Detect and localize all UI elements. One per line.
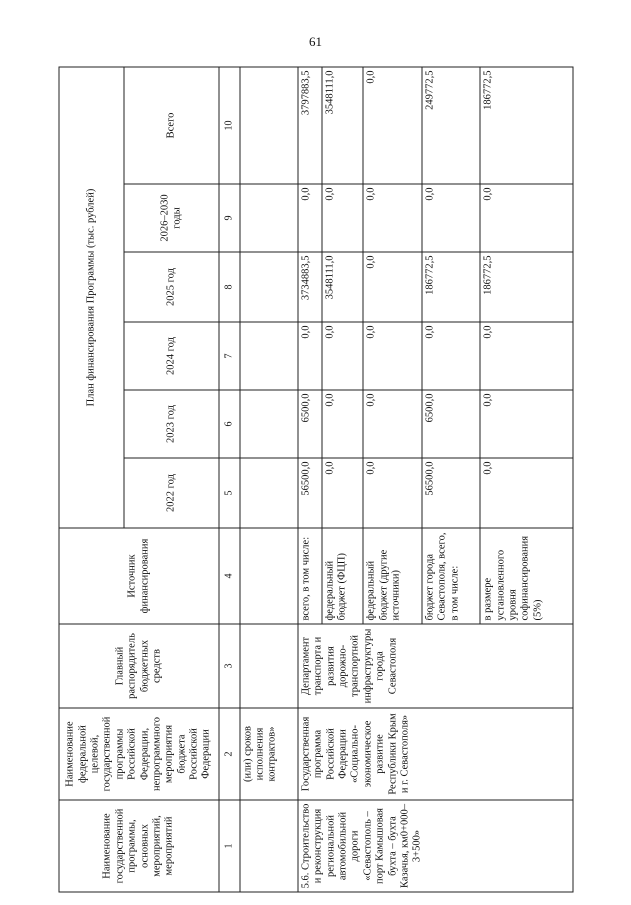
- value-2023: 0,0: [363, 390, 421, 458]
- value-2022: 0,0: [363, 458, 421, 528]
- value-2024: 0,0: [298, 322, 322, 390]
- continuation-empty-1: [240, 800, 298, 892]
- col-number-1: 1: [219, 800, 240, 892]
- col-number-9: 9: [219, 184, 240, 252]
- value-2022: 0,0: [480, 458, 573, 528]
- source-label: федеральный бюджет (другие источники): [363, 528, 421, 624]
- value-2023: 0,0: [322, 390, 363, 458]
- value-2025: 3548111,0: [322, 252, 363, 322]
- value-2026-2030: 0,0: [422, 184, 480, 252]
- value-2022: 56500,0: [298, 458, 322, 528]
- source-label: федеральный бюджет (ФЦП): [322, 528, 363, 624]
- value-total: 249772,5: [422, 67, 480, 184]
- value-2024: 0,0: [363, 322, 421, 390]
- value-2023: 6500,0: [298, 390, 322, 458]
- budget-administrator: Департамент транспорта и развития дорожно-транспортной инфраструктуры города Севастополя: [298, 624, 573, 708]
- source-label: всего, в том числе:: [298, 528, 322, 624]
- header-year-2025: 2025 год: [124, 252, 219, 322]
- continuation-row: [240, 67, 298, 892]
- value-2024: 0,0: [322, 322, 363, 390]
- source-label: в размере установленного уровня софинансирования (5%): [480, 528, 573, 624]
- value-total: 0,0: [363, 67, 421, 184]
- header-year-2024: 2024 год: [124, 322, 219, 390]
- value-2024: 0,0: [422, 322, 480, 390]
- value-2025: 0,0: [363, 252, 421, 322]
- continuation-empty-3: [240, 624, 298, 708]
- header-total: Всего: [124, 67, 219, 184]
- value-2024: 0,0: [480, 322, 573, 390]
- program-name: Государственная программа Российской Федерации «Социально-экономическое развитие Республики Крым и г. Севастополя»: [298, 708, 573, 800]
- continuation-empty-10: [240, 67, 298, 184]
- value-2026-2030: 0,0: [322, 184, 363, 252]
- financing-table: [59, 66, 574, 892]
- continuation-empty-4: [240, 528, 298, 624]
- value-2022: 56500,0: [422, 458, 480, 528]
- page-number: 61: [309, 34, 322, 49]
- continuation-empty-5: [240, 458, 298, 528]
- value-2025: 186772,5: [480, 252, 573, 322]
- col-number-6: 6: [219, 390, 240, 458]
- value-2022: 0,0: [322, 458, 363, 528]
- value-2023: 0,0: [480, 390, 573, 458]
- header-year-2022: 2022 год: [124, 458, 219, 528]
- value-total: 3797883,5: [298, 67, 322, 184]
- source-label: бюджет города Севастополя, всего, в том числе:: [422, 528, 480, 624]
- col-number-8: 8: [219, 252, 240, 322]
- col-number-2: 2: [219, 708, 240, 800]
- col-number-3: 3: [219, 624, 240, 708]
- continuation-empty-9: [240, 184, 298, 252]
- col-number-10: 10: [219, 67, 240, 184]
- col-number-4: 4: [219, 528, 240, 624]
- value-2026-2030: 0,0: [480, 184, 573, 252]
- header-col4: Источник финансирования: [59, 528, 219, 624]
- value-total: 3548111,0: [322, 67, 363, 184]
- value-2025: 3734883,5: [298, 252, 322, 322]
- header-col2: Наименование федеральной целевой, государственной программы Российской Федерации, непрограммного мероприятия бюджета Российской Федерации: [59, 708, 219, 800]
- value-2023: 6500,0: [422, 390, 480, 458]
- header-year-2023: 2023 год: [124, 390, 219, 458]
- col-number-5: 5: [219, 458, 240, 528]
- rotated-table-sheet: [59, 68, 574, 893]
- event-name: 5.6. Строительство и реконструкция региональной автомобильной дороги «Севастополь – порт Камышовая бухта – бухта Казачья, км0+000–3+500»: [298, 800, 573, 892]
- value-2026-2030: 0,0: [298, 184, 322, 252]
- value-2026-2030: 0,0: [363, 184, 421, 252]
- continuation-empty-6: [240, 390, 298, 458]
- header-col3: Главный распорядитель бюджетных средств: [59, 624, 219, 708]
- continuation-empty-7: [240, 322, 298, 390]
- table-row: [298, 67, 322, 892]
- continuation-text: (или) сроков исполнения контрактов»: [240, 708, 298, 800]
- col-number-7: 7: [219, 322, 240, 390]
- continuation-empty-8: [240, 252, 298, 322]
- value-total: 186772,5: [480, 67, 573, 184]
- header-plan: План финансирования Программы (тыс. рублей): [59, 67, 124, 528]
- column-number-row: [219, 67, 240, 892]
- header-year-2026-2030: 2026–2030 годы: [124, 184, 219, 252]
- header-row-1: [59, 67, 124, 892]
- header-col1: Наименование государственной программы, основных мероприятий, мероприятий: [59, 800, 219, 892]
- value-2025: 186772,5: [422, 252, 480, 322]
